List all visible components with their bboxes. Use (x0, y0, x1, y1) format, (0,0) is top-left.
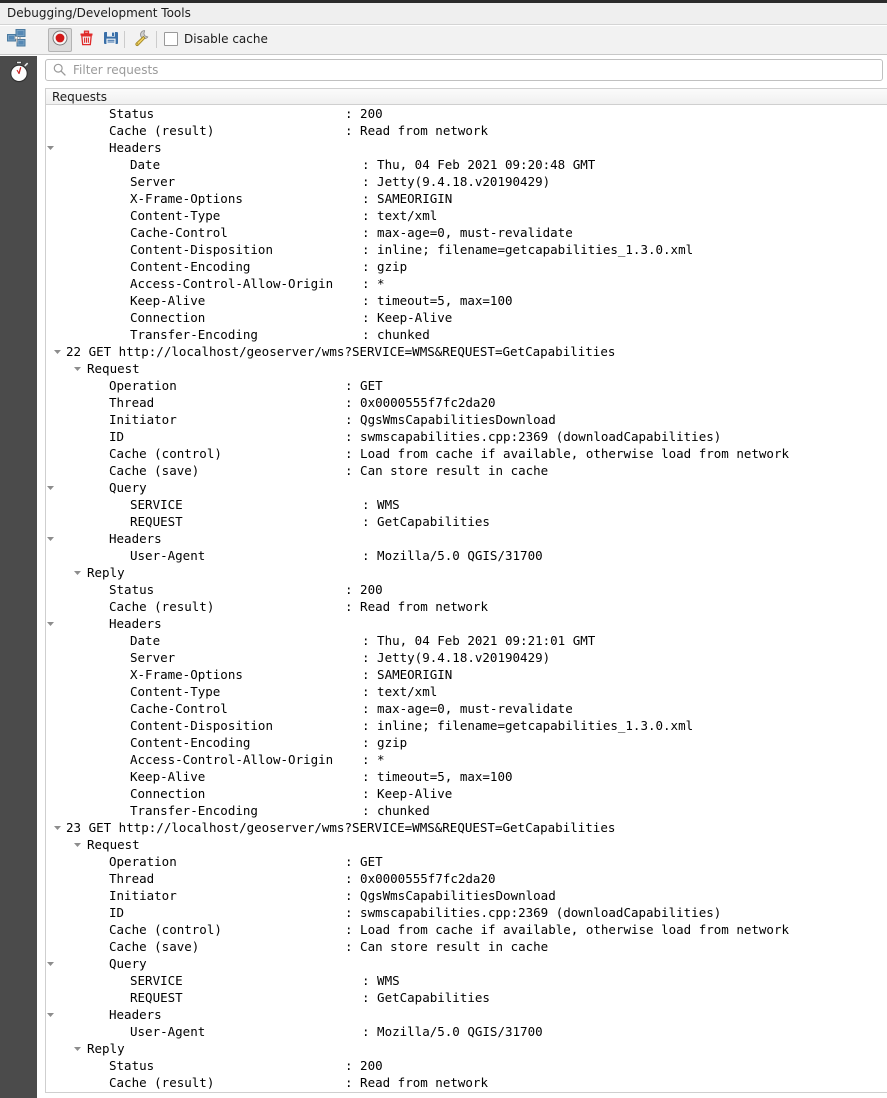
tree-row[interactable] (46, 513, 887, 530)
tree-row[interactable] (46, 819, 887, 836)
tree-row-key: Headers (109, 616, 162, 631)
tree-row-value: : GetCapabilities (362, 514, 490, 529)
tree-row-value: : Jetty(9.4.18.v20190429) (362, 174, 551, 189)
tree-row-key: Date (130, 157, 161, 172)
disable-cache-checkbox[interactable] (164, 32, 178, 46)
tree-row-key: Access-Control-Allow-Origin (130, 276, 334, 291)
tree-row-value: : QgsWmsCapabilitiesDownload (345, 888, 556, 903)
tree-row-key: Headers (109, 140, 162, 155)
tree-row-value: : 200 (345, 106, 383, 121)
wrench-icon (133, 29, 151, 51)
disable-cache-checkbox-row[interactable] (164, 32, 268, 46)
tree-row-value: : swmscapabilities.cpp:2369 (downloadCapabilities) (345, 429, 722, 444)
tree-row-key: Content-Disposition (130, 242, 273, 257)
tree-row[interactable] (46, 190, 887, 207)
tree-row[interactable] (46, 989, 887, 1006)
tree-row[interactable] (46, 802, 887, 819)
tree-row-key: Cache (control) (109, 922, 222, 937)
tree-row-value: : * (362, 276, 385, 291)
tree-row-value: : inline; filename=getcapabilities_1.3.0.xml (362, 718, 694, 733)
tree-row-key: Content-Type (130, 208, 221, 223)
tree-row-key: Initiator (109, 888, 177, 903)
tree-row-value: : chunked (362, 327, 430, 342)
tree-row[interactable] (46, 632, 887, 649)
chevron-down-icon[interactable] (53, 819, 62, 836)
tree-row-key: Content-Disposition (130, 718, 273, 733)
tree-row-value: : Load from cache if available, otherwise load from network (345, 446, 790, 461)
tree-row-value: : timeout=5, max=100 (362, 293, 513, 308)
tree-row-key: SERVICE (130, 973, 183, 988)
tree-row-key: Cache (result) (109, 599, 215, 614)
tree-row-key: ID (109, 429, 125, 444)
tree-row-value: : Read from network (345, 1075, 488, 1090)
tree-row[interactable] (46, 768, 887, 785)
tree-row-value: : 0x0000555f7fc2da20 (345, 871, 496, 886)
tree-row[interactable] (46, 241, 887, 258)
trash-icon (79, 30, 94, 50)
tree-row[interactable] (46, 139, 887, 156)
tree-row[interactable] (46, 921, 887, 938)
tree-row-value: : Can store result in cache (345, 463, 549, 478)
tree-row-value: : max-age=0, must-revalidate (362, 701, 573, 716)
tree-row-value: : Can store result in cache (345, 939, 549, 954)
tree-row-value: : Thu, 04 Feb 2021 09:20:48 GMT (362, 157, 596, 172)
tree-row-key: User-Agent (130, 548, 206, 563)
toolbar-separator-2 (156, 31, 157, 48)
settings-button[interactable] (130, 28, 154, 52)
tree-row[interactable] (46, 207, 887, 224)
tree-row-key: Query (109, 956, 147, 971)
requests-column-header[interactable] (45, 88, 887, 105)
tree-row-key: Cache (result) (109, 123, 215, 138)
chevron-down-icon[interactable] (73, 836, 82, 853)
tree-row-key: ID (109, 905, 125, 920)
tree-row-value: : 200 (345, 1058, 383, 1073)
network-logger-icon (7, 29, 27, 51)
chevron-down-icon[interactable] (46, 530, 55, 547)
tree-row[interactable] (46, 292, 887, 309)
tree-row[interactable] (46, 717, 887, 734)
search-input[interactable] (45, 59, 883, 81)
tree-row-key: Access-Control-Allow-Origin (130, 752, 334, 767)
tree-row-key: Server (130, 650, 176, 665)
tree-row-key: Transfer-Encoding (130, 327, 258, 342)
tree-row-key: Cache-Control (130, 701, 228, 716)
tree-row-value: : Keep-Alive (362, 786, 453, 801)
tree-row-key: Cache-Control (130, 225, 228, 240)
panel-title-bar (0, 3, 887, 25)
tree-row-value: : SAMEORIGIN (362, 191, 453, 206)
tree-row-key: Cache (control) (109, 446, 222, 461)
filter-bar (37, 56, 887, 85)
chevron-down-icon[interactable] (46, 1006, 55, 1023)
tree-row-value: : inline; filename=getcapabilities_1.3.0.xml (362, 242, 694, 257)
tree-row[interactable] (46, 972, 887, 989)
tree-row-key: Connection (130, 310, 206, 325)
tree-row[interactable] (46, 836, 887, 853)
tree-row[interactable] (46, 751, 887, 768)
tree-row[interactable] (46, 598, 887, 615)
tree-row-value: : Load from cache if available, otherwise load from network (345, 922, 790, 937)
tree-row-key: Reply (87, 1041, 125, 1056)
tree-row-key: Headers (109, 1007, 162, 1022)
tree-row[interactable] (46, 105, 887, 122)
tree-row[interactable] (46, 1006, 887, 1023)
record-icon (52, 30, 68, 50)
tree-row[interactable] (46, 853, 887, 870)
tree-row-key: Request (87, 361, 140, 376)
tree-row-key: Content-Encoding (130, 735, 251, 750)
tree-row-key: Keep-Alive (130, 293, 206, 308)
tree-row[interactable] (46, 309, 887, 326)
search-icon (53, 61, 66, 80)
save-icon (103, 30, 119, 50)
tree-row[interactable] (46, 547, 887, 564)
tree-row-key: Operation (109, 854, 177, 869)
tree-row-value: : QgsWmsCapabilitiesDownload (345, 412, 556, 427)
tree-row-value: : text/xml (362, 208, 438, 223)
tree-row-value: : GET (345, 854, 383, 869)
tree-row-value: : 200 (345, 582, 383, 597)
tree-row-key: Transfer-Encoding (130, 803, 258, 818)
tree-row-value: : gzip (362, 735, 408, 750)
tree-row[interactable] (46, 955, 887, 972)
sidebar-item-network-logger[interactable] (4, 59, 33, 88)
search-input-placeholder: Filter requests (73, 62, 159, 77)
toolbar-separator-1 (124, 31, 125, 48)
sidebar (0, 56, 37, 1098)
tree-row-key: Operation (109, 378, 177, 393)
tree-row-value: : SAMEORIGIN (362, 667, 453, 682)
tree-row-key: Date (130, 633, 161, 648)
tree-row[interactable] (46, 377, 887, 394)
tree-row-value: : Keep-Alive (362, 310, 453, 325)
chevron-down-icon[interactable] (46, 955, 55, 972)
tree-row-key: Thread (109, 395, 155, 410)
tree-row[interactable] (46, 530, 887, 547)
toolbar (0, 26, 887, 55)
clear-button[interactable] (74, 28, 98, 52)
tree-row-key: Content-Encoding (130, 259, 251, 274)
tree-row[interactable] (46, 1057, 887, 1074)
tree-row-value: : GET (345, 378, 383, 393)
tree-row-key: SERVICE (130, 497, 183, 512)
tree-row[interactable] (46, 581, 887, 598)
tree-row[interactable] (46, 122, 887, 139)
chevron-down-icon[interactable] (46, 479, 55, 496)
chevron-down-icon[interactable] (73, 1040, 82, 1057)
tree-row[interactable] (46, 156, 887, 173)
tree-row-value: : max-age=0, must-revalidate (362, 225, 573, 240)
chevron-down-icon[interactable] (46, 615, 55, 632)
tree-row[interactable] (46, 666, 887, 683)
tree-row-key: 22 GET http://localhost/geoserver/wms?SERVICE=WMS&REQUEST=GetCapabilities (66, 344, 616, 359)
tree-row-key: Request (87, 837, 140, 852)
tree-row-key: User-Agent (130, 1024, 206, 1039)
tree-row[interactable] (46, 428, 887, 445)
tree-row[interactable] (46, 445, 887, 462)
tree-row-value: : Read from network (345, 599, 488, 614)
tree-row-value: : 0x0000555f7fc2da20 (345, 395, 496, 410)
tree-row-key: Cache (save) (109, 463, 200, 478)
tree-row-value: : Mozilla/5.0 QGIS/31700 (362, 1024, 543, 1039)
record-button[interactable] (48, 28, 72, 52)
tree-row-value: : swmscapabilities.cpp:2369 (downloadCapabilities) (345, 905, 722, 920)
tree-row[interactable] (46, 411, 887, 428)
tree-row-key: 23 GET http://localhost/geoserver/wms?SERVICE=WMS&REQUEST=GetCapabilities (66, 820, 616, 835)
page-title: Debugging/Development Tools (7, 6, 191, 20)
stopwatch-icon (7, 60, 31, 88)
tree-row-key: Initiator (109, 412, 177, 427)
tree-row-key: Headers (109, 531, 162, 546)
tree-row[interactable] (46, 734, 887, 751)
tree-row-value: : Thu, 04 Feb 2021 09:21:01 GMT (362, 633, 596, 648)
tree-row-key: REQUEST (130, 514, 183, 529)
tree-row[interactable] (46, 496, 887, 513)
tree-row-key: Cache (save) (109, 939, 200, 954)
tree-row[interactable] (46, 1040, 887, 1057)
requests-column-header-label: Requests (52, 90, 107, 104)
tree-row-value: : Mozilla/5.0 QGIS/31700 (362, 548, 543, 563)
tree-row[interactable] (46, 615, 887, 632)
tree-row[interactable] (46, 394, 887, 411)
tree-row-key: X-Frame-Options (130, 191, 243, 206)
tree-row-value: : WMS (362, 497, 400, 512)
tree-row[interactable] (46, 564, 887, 581)
tree-row-value: : Jetty(9.4.18.v20190429) (362, 650, 551, 665)
tree-row-key: Connection (130, 786, 206, 801)
tree-row-key: REQUEST (130, 990, 183, 1005)
tree-row-key: Status (109, 106, 155, 121)
tree-row-key: Status (109, 582, 155, 597)
tree-row[interactable] (46, 887, 887, 904)
tree-row-key: Keep-Alive (130, 769, 206, 784)
tree-row[interactable] (46, 360, 887, 377)
tree-row[interactable] (46, 462, 887, 479)
tree-row[interactable] (46, 870, 887, 887)
tree-row-key: Server (130, 174, 176, 189)
tree-row-value: : WMS (362, 973, 400, 988)
tree-row-key: Cache (result) (109, 1075, 215, 1090)
tree-row-value: : timeout=5, max=100 (362, 769, 513, 784)
tree-row-key: X-Frame-Options (130, 667, 243, 682)
tree-row[interactable] (46, 1074, 887, 1091)
tree-row-key: Content-Type (130, 684, 221, 699)
tree-row[interactable] (46, 938, 887, 955)
tree-row[interactable] (46, 785, 887, 802)
tree-row-value: : GetCapabilities (362, 990, 490, 1005)
tree-row[interactable] (46, 649, 887, 666)
tree-row[interactable] (46, 1023, 887, 1040)
tree-row-key: Reply (87, 565, 125, 580)
tree-row[interactable] (46, 275, 887, 292)
chevron-down-icon[interactable] (53, 343, 62, 360)
chevron-down-icon[interactable] (46, 139, 55, 156)
tree-row-value: : * (362, 752, 385, 767)
save-button[interactable] (99, 28, 123, 52)
tree-row[interactable] (46, 683, 887, 700)
tree-row[interactable] (46, 700, 887, 717)
tree-row[interactable] (46, 224, 887, 241)
tree-row-value: : Read from network (345, 123, 488, 138)
tree-row-value: : text/xml (362, 684, 438, 699)
chevron-down-icon[interactable] (73, 564, 82, 581)
tree-row[interactable] (46, 904, 887, 921)
tree-row[interactable] (46, 173, 887, 190)
tree-row[interactable] (46, 343, 887, 360)
disable-cache-label: Disable cache (184, 32, 268, 46)
tree-row-key: Status (109, 1058, 155, 1073)
tree-row-value: : gzip (362, 259, 408, 274)
network-logger-button[interactable] (5, 28, 29, 52)
tree-row-key: Thread (109, 871, 155, 886)
tree-row[interactable] (46, 479, 887, 496)
tree-row-value: : chunked (362, 803, 430, 818)
tree-row[interactable] (46, 258, 887, 275)
chevron-down-icon[interactable] (73, 360, 82, 377)
tree-row[interactable] (46, 326, 887, 343)
tree-row-key: Query (109, 480, 147, 495)
requests-tree[interactable] (45, 105, 887, 1093)
